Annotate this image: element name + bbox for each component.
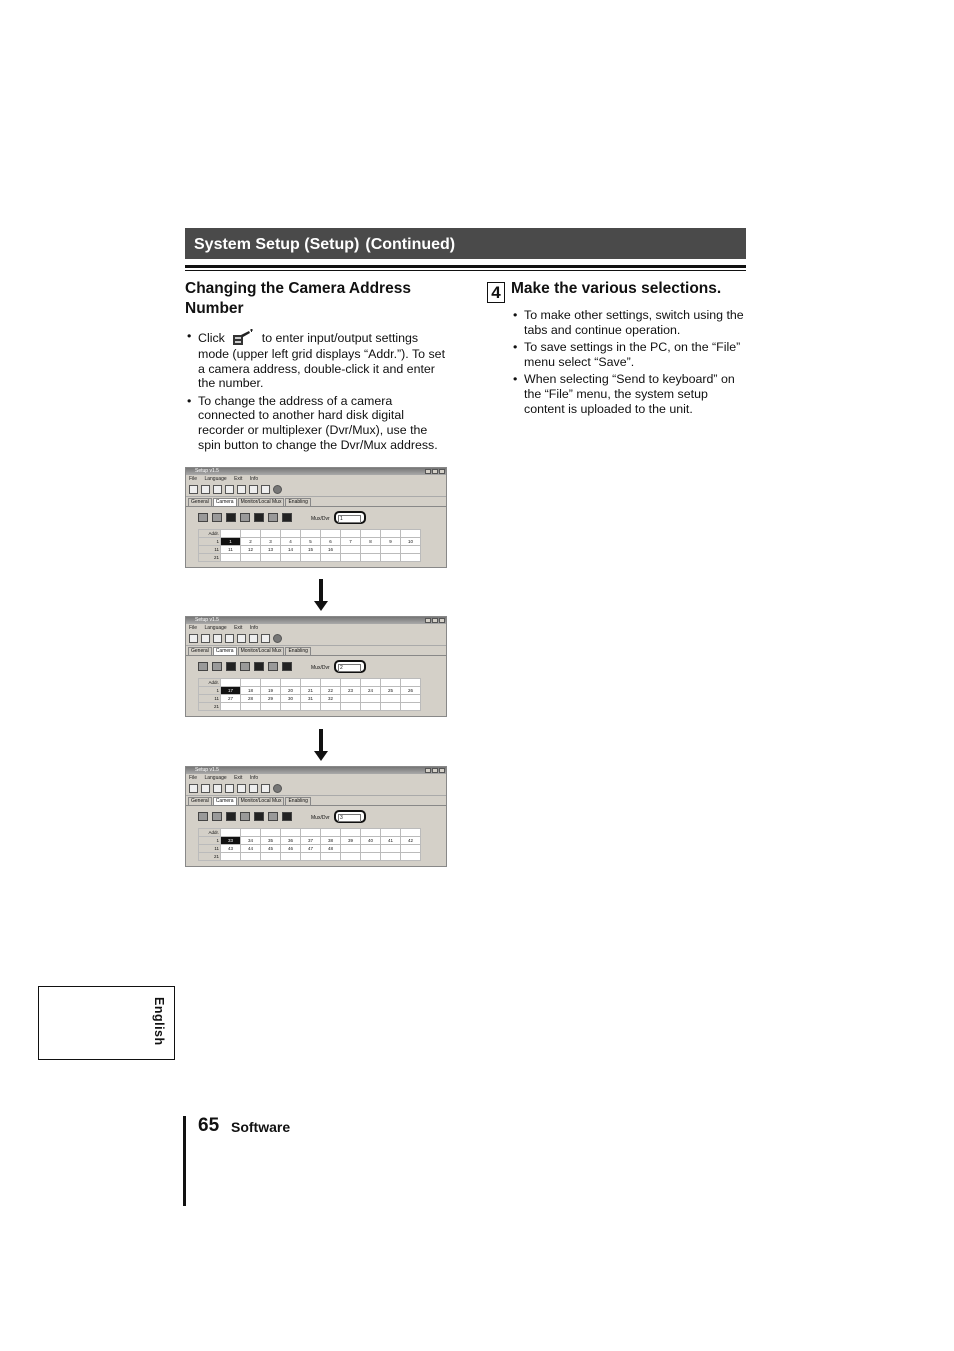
address-cell[interactable] <box>341 695 361 703</box>
section-title: System Setup (Setup) <box>194 236 360 253</box>
header-rule-thin <box>185 270 746 271</box>
open-folder-icon[interactable] <box>201 485 210 494</box>
app-tabs <box>186 647 446 655</box>
address-cell[interactable]: 43 <box>221 845 241 853</box>
save-icon[interactable] <box>213 634 222 643</box>
address-cell[interactable]: 37 <box>301 837 321 845</box>
print-preview-icon[interactable] <box>249 784 258 793</box>
mode-a-icon[interactable] <box>226 662 236 671</box>
mux-dvr-spin-button[interactable] <box>334 511 366 524</box>
print-icon[interactable] <box>261 784 270 793</box>
tab-enabling[interactable]: Enabling <box>285 797 310 805</box>
app-menu-bar <box>186 475 446 483</box>
address-cell[interactable]: 22 <box>321 687 341 695</box>
mode-d-icon[interactable] <box>268 513 278 522</box>
address-cell[interactable] <box>361 546 381 554</box>
open-folder-icon[interactable] <box>201 784 210 793</box>
tab-general[interactable]: General <box>188 647 212 655</box>
table-row <box>199 845 421 853</box>
address-cell[interactable] <box>381 845 401 853</box>
mode-b-icon[interactable] <box>240 513 250 522</box>
mux-dvr-value[interactable]: 1 <box>338 515 361 523</box>
close-icon[interactable] <box>439 469 445 474</box>
address-cell[interactable]: 9 <box>381 538 401 546</box>
camera-address-icon <box>231 329 255 347</box>
right-bullet-3: • When selecting “Send to keyboard” on the “File” menu, the system setup content is uploaded to the unit. <box>511 372 749 416</box>
header-rule-thick <box>185 265 746 268</box>
minimize-icon[interactable] <box>425 768 431 773</box>
address-cell[interactable]: 13 <box>261 546 281 554</box>
app-tabs <box>186 797 446 805</box>
address-cell[interactable]: 12 <box>241 546 261 554</box>
mode-a-icon[interactable] <box>226 812 236 821</box>
address-cell[interactable]: 2 <box>241 538 261 546</box>
upload-icon[interactable] <box>237 485 246 494</box>
row-header: 11 <box>199 845 221 853</box>
stop-icon[interactable] <box>273 485 282 494</box>
app-title: Setup v1.5 <box>195 767 219 773</box>
mode-d-icon[interactable] <box>268 662 278 671</box>
download-icon[interactable] <box>225 485 234 494</box>
address-cell[interactable]: 28 <box>241 695 261 703</box>
row-header: 1 <box>199 687 221 695</box>
upload-icon[interactable] <box>237 784 246 793</box>
right-heading: Make the various selections. <box>511 280 722 297</box>
address-cell[interactable]: 31 <box>301 695 321 703</box>
pattern-icon[interactable] <box>212 662 222 671</box>
menu-language[interactable]: Language <box>204 476 227 482</box>
menu-file[interactable]: File <box>189 625 198 631</box>
address-cell[interactable]: 34 <box>241 837 261 845</box>
save-icon[interactable] <box>213 485 222 494</box>
row-header: 1 <box>199 538 221 546</box>
address-cell[interactable]: 36 <box>281 837 301 845</box>
new-file-icon[interactable] <box>189 485 198 494</box>
left-bullet-2: • To change the address of a camera connected to another hard disk digital recorder or multiplexer (Dvr/Mux), use the spin button to change the Dvr/Mux address. <box>185 394 450 452</box>
address-cell[interactable] <box>361 695 381 703</box>
address-cell[interactable]: 3 <box>261 538 281 546</box>
camera-panel <box>186 506 446 561</box>
app-toolbar <box>186 632 446 646</box>
panel-icons <box>198 513 292 522</box>
app-title-bar <box>186 767 446 774</box>
address-cell[interactable] <box>381 695 401 703</box>
close-icon[interactable] <box>439 618 445 623</box>
addr-label: Addr. <box>199 829 221 837</box>
address-cell[interactable]: 21 <box>301 687 321 695</box>
tab-general[interactable]: General <box>188 797 212 805</box>
address-cell[interactable]: 7 <box>341 538 361 546</box>
right-column <box>511 279 749 419</box>
address-cell[interactable]: 14 <box>281 546 301 554</box>
maximize-icon[interactable] <box>432 768 438 773</box>
address-cell[interactable] <box>401 845 421 853</box>
address-grid <box>198 529 421 562</box>
address-cell[interactable]: 33 <box>221 837 241 845</box>
left-bullet-1 <box>185 329 450 391</box>
menu-language[interactable]: Language <box>204 625 227 631</box>
address-cell[interactable] <box>341 546 361 554</box>
menu-language[interactable]: Language <box>204 775 227 781</box>
addr-label: Addr. <box>199 530 221 538</box>
menu-exit[interactable]: Exit <box>234 775 243 781</box>
mode-c-icon[interactable] <box>254 662 264 671</box>
pattern-icon[interactable] <box>212 812 222 821</box>
app-screenshot-3 <box>185 766 447 867</box>
row-header: 21 <box>199 703 221 711</box>
mode-b-icon[interactable] <box>240 662 250 671</box>
print-preview-icon[interactable] <box>249 485 258 494</box>
mode-c-icon[interactable] <box>254 513 264 522</box>
app-title-bar <box>186 617 446 624</box>
row-header: 11 <box>199 546 221 554</box>
address-cell[interactable]: 47 <box>301 845 321 853</box>
left-bullets <box>185 329 450 452</box>
menu-info[interactable]: Info <box>249 476 259 482</box>
mux-dvr-label: Mux/Dvr <box>311 516 330 522</box>
language-tab-box <box>38 986 175 1060</box>
grid-icon[interactable] <box>198 812 208 821</box>
app-menu-bar <box>186 624 446 632</box>
address-cell[interactable]: 29 <box>261 695 281 703</box>
table-row <box>199 837 421 845</box>
app-screenshot-2 <box>185 616 447 717</box>
menu-file[interactable]: File <box>189 476 198 482</box>
row-header: 1 <box>199 837 221 845</box>
table-row <box>199 703 421 711</box>
mux-dvr-value[interactable]: 2 <box>338 664 361 672</box>
camera-address-icon[interactable] <box>282 812 292 821</box>
print-icon[interactable] <box>261 485 270 494</box>
table-row <box>199 538 421 546</box>
address-grid <box>198 828 421 861</box>
address-cell[interactable]: 42 <box>401 837 421 845</box>
address-cell[interactable]: 44 <box>241 845 261 853</box>
address-cell[interactable]: 16 <box>321 546 341 554</box>
left-column <box>185 279 450 455</box>
down-arrow-1 <box>314 579 328 611</box>
upload-icon[interactable] <box>237 634 246 643</box>
address-cell[interactable] <box>341 845 361 853</box>
table-row <box>199 695 421 703</box>
address-cell[interactable]: 35 <box>261 837 281 845</box>
app-title: Setup v1.5 <box>195 617 219 623</box>
new-file-icon[interactable] <box>189 634 198 643</box>
table-row <box>199 853 421 861</box>
page-section: Software <box>231 1119 291 1135</box>
left-heading <box>185 279 450 319</box>
app-title-bar <box>186 468 446 475</box>
address-cell[interactable]: 46 <box>281 845 301 853</box>
right-bullet-1: • To make other settings, switch using the tabs and continue operation. <box>511 308 749 337</box>
address-cell[interactable]: 17 <box>221 687 241 695</box>
section-header <box>185 228 746 259</box>
address-cell[interactable]: 26 <box>401 687 421 695</box>
camera-panel <box>186 655 446 710</box>
camera-address-icon[interactable] <box>282 662 292 671</box>
address-cell[interactable]: 39 <box>341 837 361 845</box>
address-cell[interactable]: 18 <box>241 687 261 695</box>
camera-address-icon[interactable] <box>282 513 292 522</box>
right-bullet-2: • To save settings in the PC, on the “File” menu select “Save”. <box>511 340 749 369</box>
table-row <box>199 554 421 562</box>
address-cell[interactable]: 48 <box>321 845 341 853</box>
address-cell[interactable] <box>401 546 421 554</box>
mux-dvr-spin-button[interactable] <box>334 810 366 823</box>
minimize-icon[interactable] <box>425 469 431 474</box>
save-icon[interactable] <box>213 784 222 793</box>
mode-d-icon[interactable] <box>268 812 278 821</box>
camera-panel <box>186 805 446 860</box>
mux-dvr-label: Mux/Dvr <box>311 815 330 821</box>
tab-camera[interactable]: Camera <box>213 647 237 655</box>
address-cell[interactable]: 24 <box>361 687 381 695</box>
language-label: English <box>152 997 166 1046</box>
address-cell[interactable]: 38 <box>321 837 341 845</box>
address-cell[interactable]: 23 <box>341 687 361 695</box>
tab-general[interactable]: General <box>188 498 212 506</box>
app-title: Setup v1.5 <box>195 468 219 474</box>
address-cell[interactable]: 10 <box>401 538 421 546</box>
app-toolbar <box>186 782 446 796</box>
address-cell[interactable]: 41 <box>381 837 401 845</box>
mode-b-icon[interactable] <box>240 812 250 821</box>
tab-camera[interactable]: Camera <box>213 498 237 506</box>
address-cell[interactable]: 1 <box>221 538 241 546</box>
address-cell[interactable]: 8 <box>361 538 381 546</box>
menu-exit[interactable]: Exit <box>234 476 243 482</box>
grid-icon[interactable] <box>198 513 208 522</box>
address-cell[interactable]: 11 <box>221 546 241 554</box>
panel-icons <box>198 662 292 671</box>
close-icon[interactable] <box>439 768 445 773</box>
right-bullets <box>511 308 749 416</box>
grid-icon[interactable] <box>198 662 208 671</box>
page-number: 65 <box>198 1115 220 1136</box>
app-toolbar <box>186 483 446 497</box>
row-header: 21 <box>199 554 221 562</box>
pattern-icon[interactable] <box>212 513 222 522</box>
address-cell[interactable]: 45 <box>261 845 281 853</box>
tab-enabling[interactable]: Enabling <box>285 498 310 506</box>
download-icon[interactable] <box>225 784 234 793</box>
address-cell[interactable] <box>361 845 381 853</box>
address-cell[interactable] <box>381 546 401 554</box>
menu-info[interactable]: Info <box>249 775 259 781</box>
new-file-icon[interactable] <box>189 784 198 793</box>
mode-a-icon[interactable] <box>226 513 236 522</box>
bullet1-pre: Click <box>198 331 225 345</box>
app-screenshot-1 <box>185 467 447 568</box>
address-cell[interactable]: 19 <box>261 687 281 695</box>
address-cell[interactable]: 4 <box>281 538 301 546</box>
address-cell[interactable]: 27 <box>221 695 241 703</box>
maximize-icon[interactable] <box>432 618 438 623</box>
address-cell[interactable] <box>401 695 421 703</box>
address-cell[interactable]: 20 <box>281 687 301 695</box>
bullet1-post: to enter input/output settings mode (upper left grid displays “Addr.”). To set a camera address, double-click it and enter the number. <box>198 331 446 391</box>
step-number: 4 <box>487 282 505 303</box>
tab-monitor-local-mux[interactable]: Monitor/Local Mux <box>238 647 285 655</box>
mode-c-icon[interactable] <box>254 812 264 821</box>
row-header: 21 <box>199 853 221 861</box>
mux-dvr-label: Mux/Dvr <box>311 665 330 671</box>
print-icon[interactable] <box>261 634 270 643</box>
table-row <box>199 687 421 695</box>
address-cell[interactable]: 5 <box>301 538 321 546</box>
address-cell[interactable]: 15 <box>301 546 321 554</box>
continued-label: (Continued) <box>365 236 456 253</box>
tab-camera[interactable]: Camera <box>213 797 237 805</box>
left-heading-line2: Number <box>185 300 244 317</box>
address-grid <box>198 678 421 711</box>
print-preview-icon[interactable] <box>249 634 258 643</box>
app-menu-bar <box>186 774 446 782</box>
tab-enabling[interactable]: Enabling <box>285 647 310 655</box>
menu-exit[interactable]: Exit <box>234 625 243 631</box>
mux-dvr-value[interactable]: 3 <box>338 814 361 822</box>
minimize-icon[interactable] <box>425 618 431 623</box>
footer-bar <box>183 1116 186 1206</box>
down-arrow-2 <box>314 729 328 761</box>
table-row <box>199 546 421 554</box>
maximize-icon[interactable] <box>432 469 438 474</box>
address-cell[interactable]: 32 <box>321 695 341 703</box>
download-icon[interactable] <box>225 634 234 643</box>
menu-info[interactable]: Info <box>249 625 259 631</box>
app-tabs <box>186 498 446 506</box>
mux-dvr-spin-button[interactable] <box>334 660 366 673</box>
address-cell[interactable]: 25 <box>381 687 401 695</box>
menu-file[interactable]: File <box>189 775 198 781</box>
address-cell[interactable]: 30 <box>281 695 301 703</box>
panel-icons <box>198 812 292 821</box>
stop-icon[interactable] <box>273 634 282 643</box>
tab-monitor-local-mux[interactable]: Monitor/Local Mux <box>238 498 285 506</box>
stop-icon[interactable] <box>273 784 282 793</box>
left-heading-line1: Changing the Camera Address <box>185 280 411 297</box>
addr-label: Addr. <box>199 679 221 687</box>
row-header: 11 <box>199 695 221 703</box>
tab-monitor-local-mux[interactable]: Monitor/Local Mux <box>238 797 285 805</box>
open-folder-icon[interactable] <box>201 634 210 643</box>
address-cell[interactable]: 6 <box>321 538 341 546</box>
address-cell[interactable]: 40 <box>361 837 381 845</box>
